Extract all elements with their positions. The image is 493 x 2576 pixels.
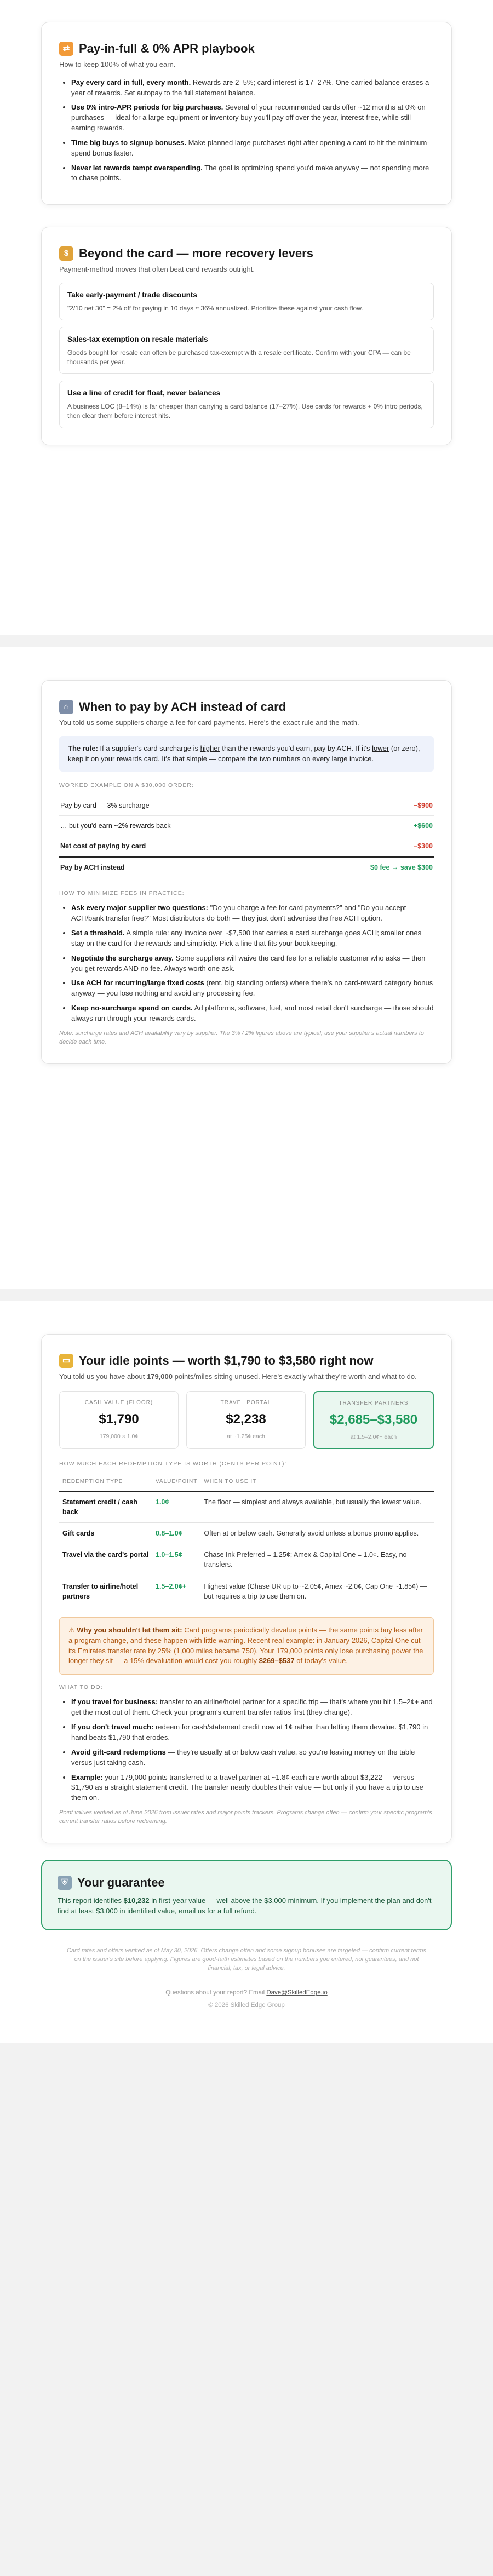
playbook-title: ⇄ Pay-in-full & 0% APR playbook xyxy=(59,40,434,58)
list-item: • If you travel for business: transfer to an airline/hotel partner for a specific trip — that's where you hit 1.5–2¢+ and get the most out of them. Check your program's current transfer ratios first (they change). xyxy=(71,1697,434,1718)
guarantee-card xyxy=(41,1860,452,1931)
playbook-subtitle: How to keep 100% of what you earn. xyxy=(59,60,176,68)
table-heading: HOW MUCH EACH REDEMPTION TYPE IS WORTH (CENTS PER POINT): xyxy=(59,1461,287,1468)
money-bag-icon: $ xyxy=(59,246,73,261)
table-row: Transfer to airline/hotel partners 1.5–2.0¢+ Highest value (Chase UR up to ~2.05¢, Amex ~2.0¢, Cap One ~1.85¢) — but requires a trip to use them on. xyxy=(59,1576,434,1607)
table-row: … but you'd earn ~2% rewards back +$600 xyxy=(59,816,434,836)
playbook-card xyxy=(41,22,452,205)
recovery-title: $ Beyond the card — more recovery levers xyxy=(59,245,434,262)
recovery-card xyxy=(41,227,452,445)
credit-card-icon: ▭ xyxy=(59,1354,73,1368)
minimize-heading: HOW TO MINIMIZE FEES IN PRACTICE: xyxy=(59,890,185,897)
minimize-list xyxy=(59,903,434,1024)
list-item: • If you don't travel much: redeem for cash/statement credit now at 1¢ rather than letting them devalue. $1,790 in hand beats $1,790 that erodes. xyxy=(71,1722,434,1743)
stat-portal: TRAVEL PORTAL $2,238 at ~1.25¢ each xyxy=(186,1391,306,1450)
list-item: • Use ACH for recurring/large fixed costs (rent, big standing orders) where there's no card-reward category bonus anyway — you lose nothing and avoid any processing fee. xyxy=(71,978,434,999)
contact-line: Questions about your report? Email Dave@SkilledEdge.io xyxy=(165,1990,328,1997)
ach-card xyxy=(41,680,452,1064)
list-item: • Avoid gift-card redemptions — they're usually at or below cash value, so you're leaving money on the table versus just taking cash. xyxy=(71,1747,434,1768)
ach-title: ⌂ When to pay by ACH instead of card xyxy=(59,698,434,716)
devaluation-warning: ⚠ Why you shouldn't let them sit: Card programs periodically devalue points — the same points buy less after a program change, and these happen with little warning. Recent real example: in January 2026, Capital One cut its Emirates transfer rate by 25% (1,000 miles became 750). Your 179,000 points only lose purchasing power the longer they sit — a 15% devaluation would cost you roughly $269–$537 of today's value. xyxy=(59,1617,434,1675)
list-item: • Ask every major supplier two questions: "Do you charge a fee for card payments?" and "Do you accept ACH/bank transfer free?" Most distributors do both — they just don't advertise the free ACH option. xyxy=(71,903,434,924)
list-item: • Example: your 179,000 points transferred to a travel partner at ~1.8¢ each are worth about $3,222 — versus $1,790 as a straight statement credit. The transfer nearly doubles their value — but only if you have a trip to use them on. xyxy=(71,1773,434,1804)
points-title: ▭ Your idle points — worth $1,790 to $3,580 right now xyxy=(59,1352,434,1370)
shield-icon: ⛨ xyxy=(58,1876,72,1890)
repeat-arrows-icon: ⇄ xyxy=(59,42,73,56)
list-item: • Use 0% intro-APR periods for big purchases. Several of your recommended cards offer ~12 months at 0% on purchases — ideal for a large equipment or inventory buy you'll pay off over the year, interest-free, while still earning rewards. xyxy=(71,102,434,134)
stat-row xyxy=(59,1391,434,1450)
tip-card: Take early-payment / trade discounts "2/10 net 30" = 2% off for paying in 10 days ≈ 36% annualized. Prioritize these against your cash flow. xyxy=(59,283,434,320)
stat-cash: CASH VALUE (FLOOR) $1,790 179,000 × 1.0¢ xyxy=(59,1391,179,1450)
guarantee-title: ⛨ Your guarantee xyxy=(58,1874,435,1891)
points-subtitle: You told us you have about 179,000 points/miles sitting unused. Here's exactly what they're worth and what to do. xyxy=(59,1372,417,1381)
tip-card: Use a line of credit for float, never balances A business LOC (8–14%) is far cheaper than carrying a card balance (17–27%). Use cards for rewards + 0% intro periods, then clear them before interest hits. xyxy=(59,381,434,428)
example-heading: WORKED EXAMPLE ON A $30,000 ORDER: xyxy=(59,782,194,789)
email-link[interactable]: Dave@SkilledEdge.io xyxy=(266,1990,328,1997)
ach-note: Note: surcharge rates and ACH availability vary by supplier. The 3% / 2% figures above are typical; use your supplier's actual numbers to decide each time. xyxy=(59,1030,424,1045)
points-card xyxy=(41,1334,452,1843)
list-item: • Time big buys to signup bonuses. Make planned large purchases right after opening a card to hit the minimum-spend bonus faster. xyxy=(71,138,434,159)
redemption-table: REDEMPTION TYPE VALUE/POINT WHEN TO USE IT Statement credit / cash back 1.0¢ The floor — simplest and always available, but usually the lowest value. Gift cards 0.8–1.0¢ Often at or below cash. Generally avoid unless a bonus promo applies. Travel via the card's portal 1.0–1.5¢ Chase Ink Preferred = 1.25¢; Amex & Capital One = 1.0¢. Easy, no transfers. Transfer to airline/hotel partners 1.5–2.0¢+ Highest value (Chase UR up to ~2.05¢, Amex ~2.0¢, Cap One ~1.85¢) — but requires a trip to use them on. xyxy=(59,1474,434,1607)
table-row: Net cost of paying by card −$300 xyxy=(59,836,434,856)
warning-icon: ⚠ xyxy=(68,1625,75,1634)
todo-heading: WHAT TO DO: xyxy=(59,1684,103,1691)
list-item: • Negotiate the surcharge away. Some suppliers will waive the card fee for a reliable customer who asks — then you get rewards AND no fee. Always worth one ask. xyxy=(71,953,434,974)
list-item: • Never let rewards tempt overspending. The goal is optimizing spend you'd make anyway — not spending more to chase points. xyxy=(71,163,434,184)
guarantee-text: This report identifies $10,232 in first-year value — well above the $3,000 minimum. If you implement the plan and don't find at least $3,000 in identified value, email us for a full refund. xyxy=(58,1896,432,1915)
stat-transfer: TRANSFER PARTNERS $2,685–$3,580 at 1.5–2.0¢+ each xyxy=(313,1391,434,1450)
table-row: Gift cards 0.8–1.0¢ Often at or below cash. Generally avoid unless a bonus promo applies. xyxy=(59,1523,434,1544)
todo-list xyxy=(59,1697,434,1803)
table-row: Pay by card — 3% surcharge −$900 xyxy=(59,796,434,816)
tip-card: Sales-tax exemption on resale materials Goods bought for resale can often be purchased tax-exempt with a resale certificate. Confirm with your CPA — can be thousands per year. xyxy=(59,327,434,374)
rule-box: The rule: If a supplier's card surcharge is higher than the rewards you'd earn, pay by ACH. If it's lower (or zero), keep it on your rewards card. It's that simple — compare the two numbers on every large invoice. xyxy=(59,736,434,772)
recovery-subtitle: Payment-method moves that often beat card rewards outright. xyxy=(59,265,255,274)
table-row: Pay by ACH instead $0 fee → save $300 xyxy=(59,856,434,877)
playbook-list xyxy=(59,78,434,184)
list-item: • Pay every card in full, every month. Rewards are 2–5%; card interest is 17–27%. One carried balance erases a year of rewards. Set autopay to the full statement balance. xyxy=(71,78,434,99)
example-table xyxy=(59,796,434,878)
list-item: • Keep no-surcharge spend on cards. Ad platforms, software, fuel, and most retail don't surcharge — those should always run through your rewards cards. xyxy=(71,1003,434,1024)
disclaimer: Card rates and offers verified as of May 30, 2026. Offers change often and some signup bonuses are targeted — confirm current terms on the issuer's site before applying. Figures are good-faith estimates based on the numbers you entered, not guarantees, and not financial, tax, or legal advice. xyxy=(66,1947,427,1972)
table-row: Travel via the card's portal 1.0–1.5¢ Chase Ink Preferred = 1.25¢; Amex & Capital One = 1.0¢. Easy, no transfers. xyxy=(59,1544,434,1576)
ach-subtitle: You told us some suppliers charge a fee for card payments. Here's the exact rule and the math. xyxy=(59,718,359,727)
list-item: • Set a threshold. A simple rule: any invoice over ~$7,500 that carries a card surcharge goes ACH; smaller ones stay on the card for the rewards and simplicity. Pick a line that fits your bookkeeping. xyxy=(71,928,434,949)
points-note: Point values verified as of June 2026 from issuer rates and major points trackers. Programs change often — confirm your specific program's current transfer ratios before redeeming. xyxy=(59,1809,432,1825)
copyright: © 2026 Skilled Edge Group xyxy=(208,2002,285,2009)
bank-icon: ⌂ xyxy=(59,700,73,714)
table-row: Statement credit / cash back 1.0¢ The floor — simplest and always available, but usually the lowest value. xyxy=(59,1491,434,1523)
